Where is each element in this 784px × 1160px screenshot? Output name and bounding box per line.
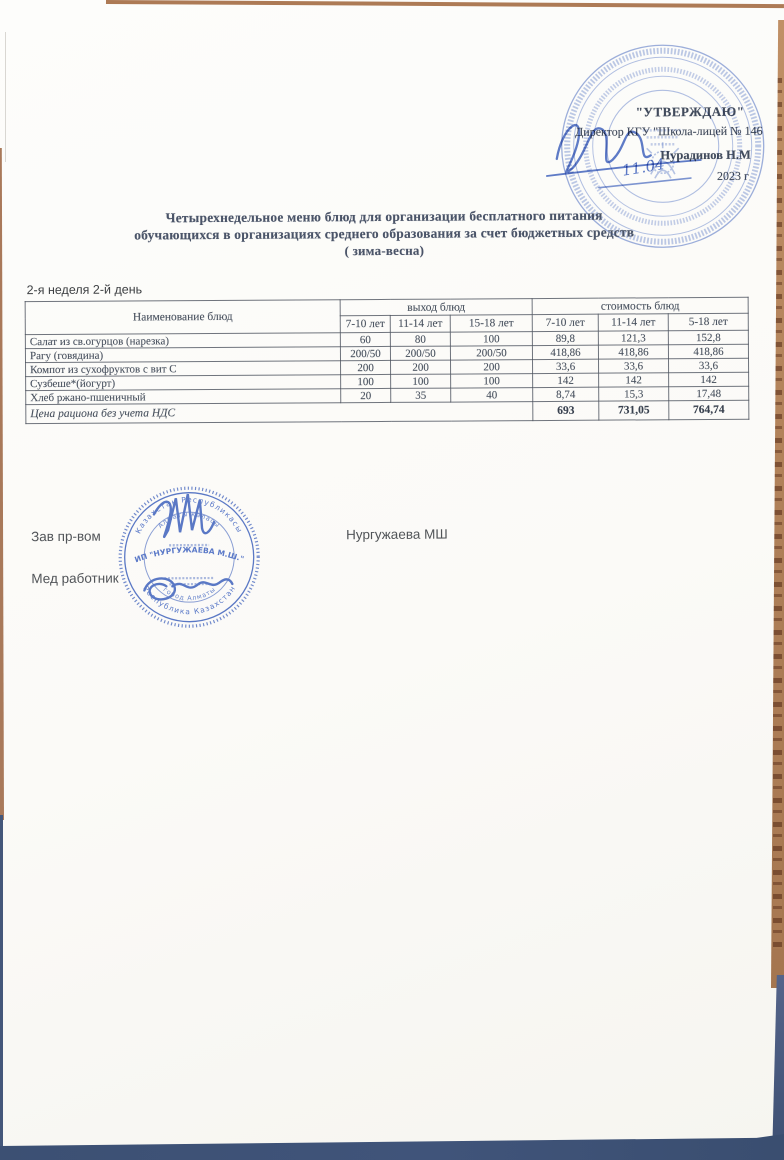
entrepreneur-round-stamp [114, 482, 265, 633]
dish-output: 35 [391, 388, 451, 402]
director-signature [538, 103, 779, 204]
stamp-center-text: ИП "НУРГУЖАЕВА М.Ш." [133, 545, 246, 565]
col-header-age: 7-10 лет [532, 314, 598, 331]
title-season: ( зима-весна) [344, 242, 425, 259]
title-line1: Четырехнедельное меню блюд для организации бесплатного питания [165, 207, 603, 226]
menu-table [25, 297, 750, 424]
dish-output: 200/50 [450, 346, 532, 361]
col-header-age: 11-14 лет [598, 314, 668, 331]
approval-quote: "УТВЕРЖДАЮ" [635, 103, 745, 120]
week-day-label: 2-я неделя 2-й день [26, 282, 143, 298]
dish-cost: 8,74 [533, 387, 599, 401]
signer-name: Нургужаева МШ [346, 526, 448, 543]
dish-output: 200 [391, 360, 451, 374]
col-header-age: 15-18 лет [450, 315, 532, 333]
dish-name: Компот из сухофруктов с вит С [26, 361, 341, 377]
stamp-ring-top-inner-text: Алматы қаласы [156, 510, 222, 530]
stamp-ring-bottom-text: Республика Казахстан [141, 583, 238, 617]
dish-name: Рагу (говядина) [25, 347, 340, 363]
document-title [54, 206, 714, 261]
dish-output: 100 [451, 374, 533, 389]
dish-cost: 142 [669, 372, 749, 386]
dish-output: 200/50 [340, 346, 390, 360]
total-cost: 693 [533, 401, 599, 420]
dish-cost: 89,8 [532, 331, 598, 345]
col-header-age: 7-10 лет [340, 315, 390, 332]
dish-cost: 142 [533, 373, 599, 387]
col-header-name: Наименование блюд [25, 300, 340, 335]
dish-output: 200/50 [390, 346, 450, 360]
dish-cost: 418,86 [598, 345, 668, 359]
dish-output: 100 [450, 332, 532, 347]
stamp-ring-bottom-inner-text: город Алматы [161, 585, 218, 603]
dish-output: 80 [390, 332, 450, 346]
dish-cost: 121,3 [598, 331, 668, 345]
approval-name: Нурадинов Н.М [660, 147, 751, 163]
position-label-production: Зав пр-вом [31, 528, 101, 545]
dish-cost: 152,8 [668, 330, 748, 344]
dish-output: 20 [341, 388, 391, 402]
total-label: Цена рациона без учета НДС [26, 402, 533, 424]
position-label-medical: Мед работник [31, 570, 119, 587]
svg-text:ИП "НУРГУЖАЕВА М.Ш." [133, 545, 245, 564]
col-header-age: 11-14 лет [390, 315, 450, 332]
dish-cost: 33,6 [668, 358, 748, 372]
dish-cost: 17,48 [669, 386, 749, 400]
dish-cost: 33,6 [533, 359, 599, 373]
dish-cost: 142 [599, 373, 669, 387]
dish-cost: 33,6 [598, 359, 668, 373]
col-group-output: выход блюд [340, 299, 532, 316]
dish-output: 200 [451, 360, 533, 375]
dish-output: 40 [451, 388, 533, 403]
table-total-row [26, 400, 749, 423]
col-group-cost: стоимость блюд [532, 297, 748, 314]
total-cost: 731,05 [599, 401, 669, 420]
handwritten-date: 11.04 [620, 155, 667, 180]
dish-name: Салат из св.огурцов (нарезка) [25, 333, 340, 349]
dish-output: 100 [391, 374, 451, 388]
title-line2: обучающихся в организациях среднего образования за счет бюджетных средств [134, 224, 635, 243]
col-header-age: 5-18 лет [668, 313, 748, 330]
dish-output: 100 [341, 374, 391, 388]
total-cost: 764,74 [669, 400, 749, 419]
dish-cost: 15,3 [599, 387, 669, 401]
dish-cost: 418,86 [668, 344, 748, 358]
dish-name: Сузбеше*(йогурт) [26, 375, 341, 391]
dish-output: 60 [340, 332, 390, 346]
stamp-ring-top-text: Казахстан Республикасы [133, 495, 245, 536]
dish-name: Хлеб ржано-пшеничный [26, 389, 341, 405]
dish-output: 200 [341, 360, 391, 374]
approval-director: Директор КГУ "Школа-лицей № 146 [575, 123, 763, 139]
dish-cost: 418,86 [532, 345, 598, 359]
approval-year: 2023 г [716, 168, 749, 183]
